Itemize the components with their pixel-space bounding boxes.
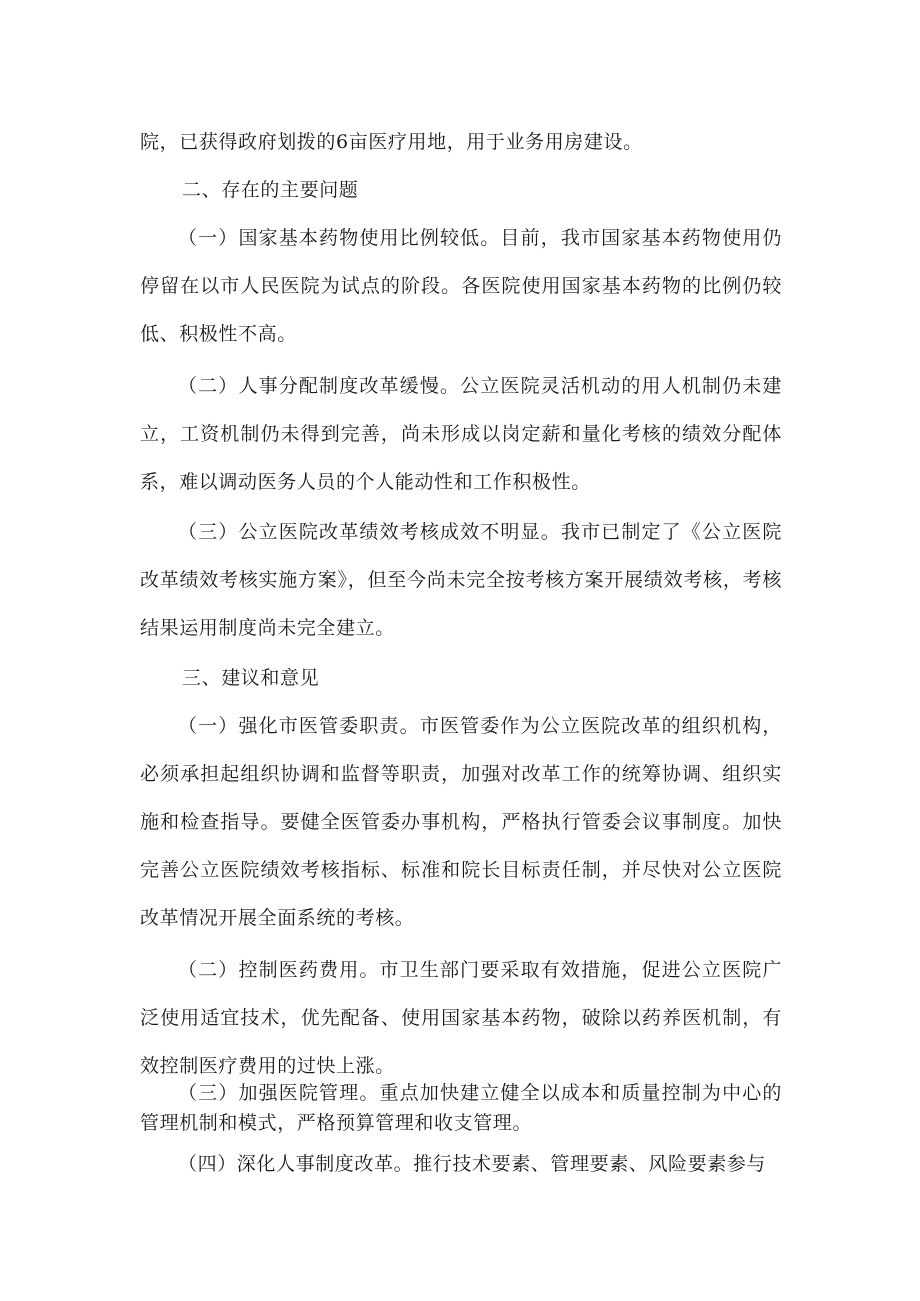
paragraph-suggestion-4: （四）深化人事制度改革。推行技术要素、管理要素、风险要素参与 <box>178 1153 767 1175</box>
section-heading-problems: 二、存在的主要问题 <box>182 179 359 201</box>
paragraph-continuation: 院，已获得政府划拨的6亩医疗用地，用于业务用房建设。 <box>140 131 643 153</box>
paragraph-suggestion-2: （二）控制医药费用。市卫生部门要采取有效措施，促进公立医院广泛使用适宜技术，优先配备、使用国家基本药物，破除以药养医机制，有效控制医疗费用的过快上涨。 <box>140 959 782 1077</box>
section-heading-suggestions: 三、建议和意见 <box>182 667 320 689</box>
paragraph-suggestion-3: （三）加强医院管理。重点加快建立健全以成本和质量控制为中心的管理机制和模式，严格预算管理和收支管理。 <box>140 1082 782 1134</box>
paragraph-problem-2: （二）人事分配制度改革缓慢。公立医院灵活机动的用人机制仍未建立，工资机制仍未得到完善，尚未形成以岗定薪和量化考核的绩效分配体系，难以调动医务人员的个人能动性和工作积极性。 <box>140 375 782 493</box>
paragraph-problem-3: （三）公立医院改革绩效考核成效不明显。我市已制定了《公立医院改革绩效考核实施方案》，但至今尚未完全按考核方案开展绩效考核，考核结果运用制度尚未完全建立。 <box>140 521 782 639</box>
paragraph-problem-1: （一）国家基本药物使用比例较低。目前，我市国家基本药物使用仍停留在以市人民医院为试点的阶段。各医院使用国家基本药物的比例仍较低、积极性不高。 <box>140 227 782 345</box>
paragraph-suggestion-1: （一）强化市医管委职责。市医管委作为公立医院改革的组织机构，必须承担起组织协调和监督等职责，加强对改革工作的统筹协调、组织实施和检查指导。要健全医管委办事机构，严格执行管委会议事制度。加快完善公立医院绩效考核指标、标准和院长目标责任制，并尽快对公立医院改革情况开展全面系统的考核。 <box>140 715 782 929</box>
